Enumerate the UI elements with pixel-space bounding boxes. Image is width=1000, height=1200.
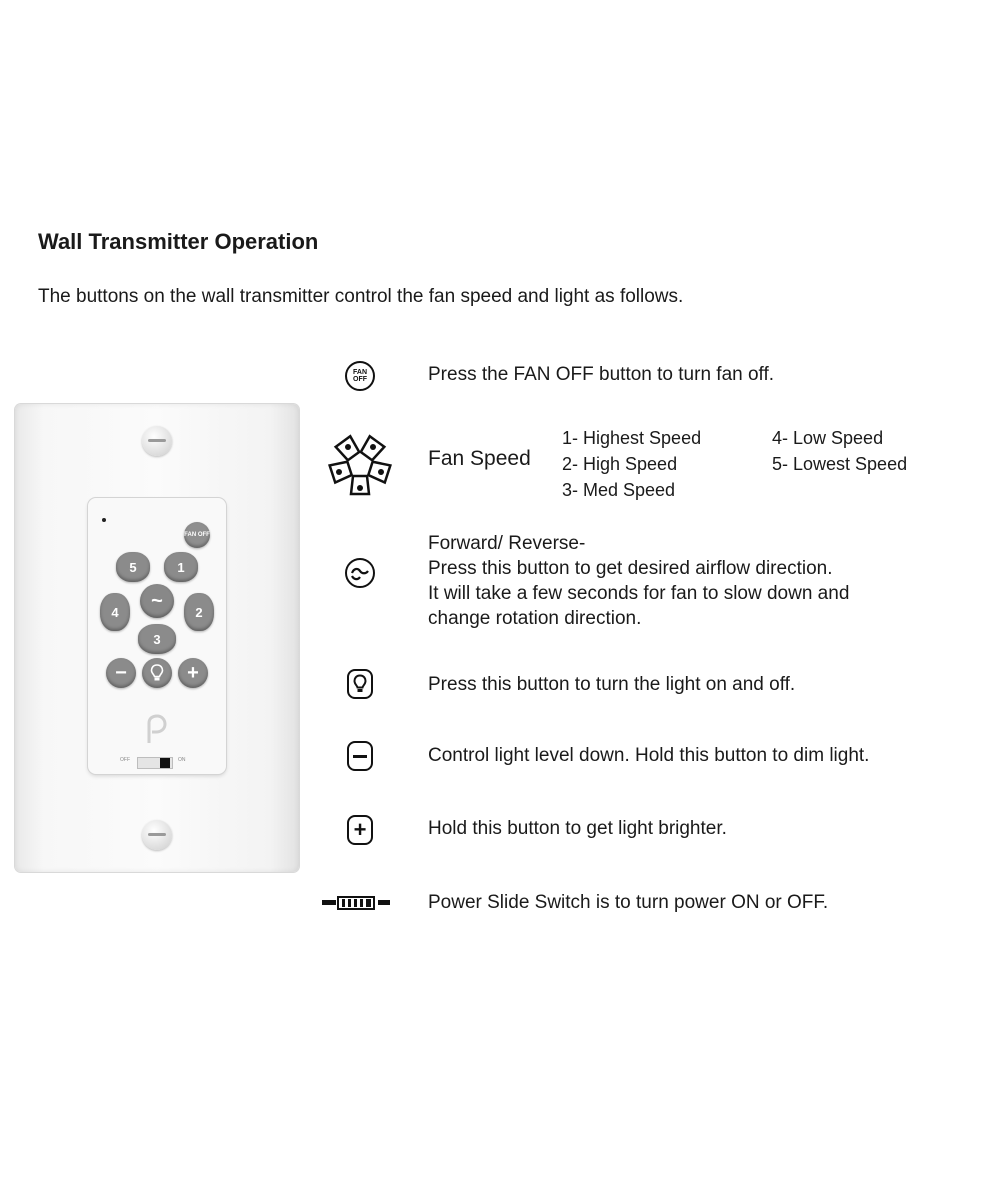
indicator-led (102, 518, 106, 522)
dim-description: Control light level down. Hold this button to dim light. (428, 745, 870, 766)
fan-off-icon: FAN OFF (320, 358, 400, 394)
fan-off-description: Press the FAN OFF button to turn fan off. (428, 364, 775, 385)
fan-speed-label: Fan Speed (428, 447, 531, 470)
slide-off-label: OFF (120, 757, 130, 763)
power-slide-switch (138, 758, 172, 768)
speed-list-left (562, 425, 701, 503)
reverse-line: It will take a few seconds for fan to slow down and (428, 583, 850, 604)
light-button (142, 658, 172, 688)
remote-keypad (88, 498, 226, 774)
light-bulb-icon (320, 666, 400, 702)
speed-3-button: 3 (138, 624, 176, 654)
brighten-button: + (178, 658, 208, 688)
bottom-screw-icon (142, 820, 172, 850)
speed-2-button: 2 (184, 593, 214, 631)
light-description: Press this button to turn the light on and off. (428, 674, 796, 695)
fan-speed-buttons-icon (320, 428, 400, 502)
speed-1-button: 1 (164, 552, 198, 582)
speed-item: 5- Lowest Speed (772, 454, 908, 474)
brand-logo (142, 713, 168, 743)
intro-text: The buttons on the wall transmitter control the fan speed and light as follows. (38, 286, 684, 307)
bulb-icon (150, 664, 164, 682)
minus-icon (320, 738, 400, 774)
speed-item: 2- High Speed (562, 454, 678, 474)
reverse-button: ~ (140, 584, 174, 618)
speed-5-button: 5 (116, 552, 150, 582)
brighten-description: Hold this button to get light brighter. (428, 818, 727, 839)
reverse-description (428, 531, 849, 631)
top-screw-icon (142, 426, 172, 456)
slide-on-label: ON (178, 757, 186, 763)
reverse-line: change rotation direction. (428, 608, 642, 629)
slide-switch-icon (320, 893, 400, 913)
speed-list-right (772, 425, 907, 477)
speed-4-button: 4 (100, 593, 130, 631)
forward-reverse-icon (320, 555, 400, 591)
plus-icon: + (320, 812, 400, 848)
speed-item: 1- Highest Speed (562, 428, 702, 448)
reverse-title: Forward/ Reverse- (428, 533, 586, 554)
speed-item: 3- Med Speed (562, 480, 676, 500)
reverse-line: Press this button to get desired airflow direction. (428, 558, 833, 579)
wall-transmitter-image (15, 404, 299, 872)
power-description: Power Slide Switch is to turn power ON or OFF. (428, 892, 829, 913)
fan-off-button: FAN OFF (184, 522, 210, 548)
speed-item: 4- Low Speed (772, 428, 884, 448)
dim-button: − (106, 658, 136, 688)
page-title: Wall Transmitter Operation (38, 229, 319, 254)
